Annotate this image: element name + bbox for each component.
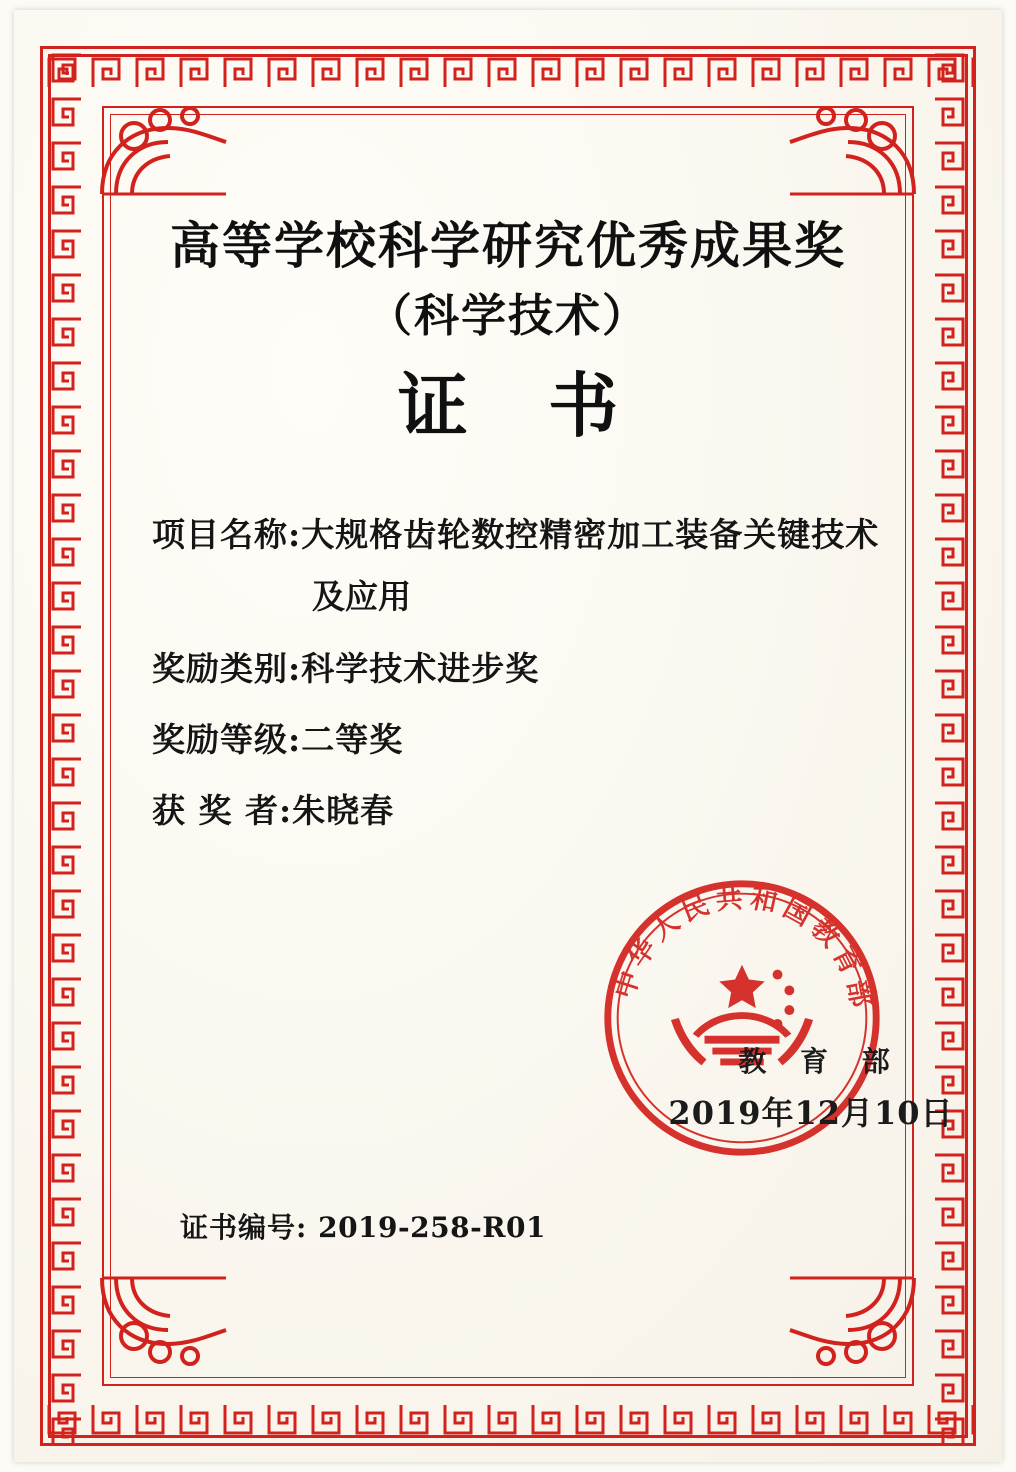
certificate-number-value: 2019-258-R01	[318, 1211, 546, 1244]
field-label: 奖励等级:	[152, 720, 302, 759]
award-subtitle: （科学技术）	[366, 289, 649, 342]
field-value: 科学技术进步奖	[301, 648, 540, 688]
issue-date: 2019年12月10日	[668, 1094, 954, 1132]
certificate-heading: 证 书	[397, 363, 647, 447]
field-value: 朱晓春	[292, 791, 395, 831]
field-project-name	[152, 514, 892, 555]
field-label: 奖励类别:	[152, 648, 302, 688]
certificate-number-label: 证书编号:	[180, 1211, 308, 1244]
field-project-name-continuation: 及应用	[312, 576, 411, 616]
certificate-paper	[14, 10, 1002, 1462]
field-value: 二等奖	[301, 720, 404, 759]
svg-text:中华人民共和国教育部: 中华人民共和国教育部	[608, 882, 878, 1016]
certificate-number	[180, 1206, 546, 1246]
certificate-fields	[124, 514, 892, 832]
field-value: 大规格齿轮数控精密加工装备关键技术	[301, 514, 880, 554]
certificate-content	[124, 160, 954, 1340]
field-label: 获 奖 者:	[152, 791, 293, 831]
field-label: 项目名称:	[152, 514, 302, 554]
field-award-level	[152, 719, 892, 760]
field-recipient	[152, 790, 892, 831]
award-title: 高等学校科学研究优秀成果奖	[170, 216, 846, 275]
issuing-department: 教 育 部	[738, 1045, 902, 1078]
field-award-category	[152, 648, 892, 689]
